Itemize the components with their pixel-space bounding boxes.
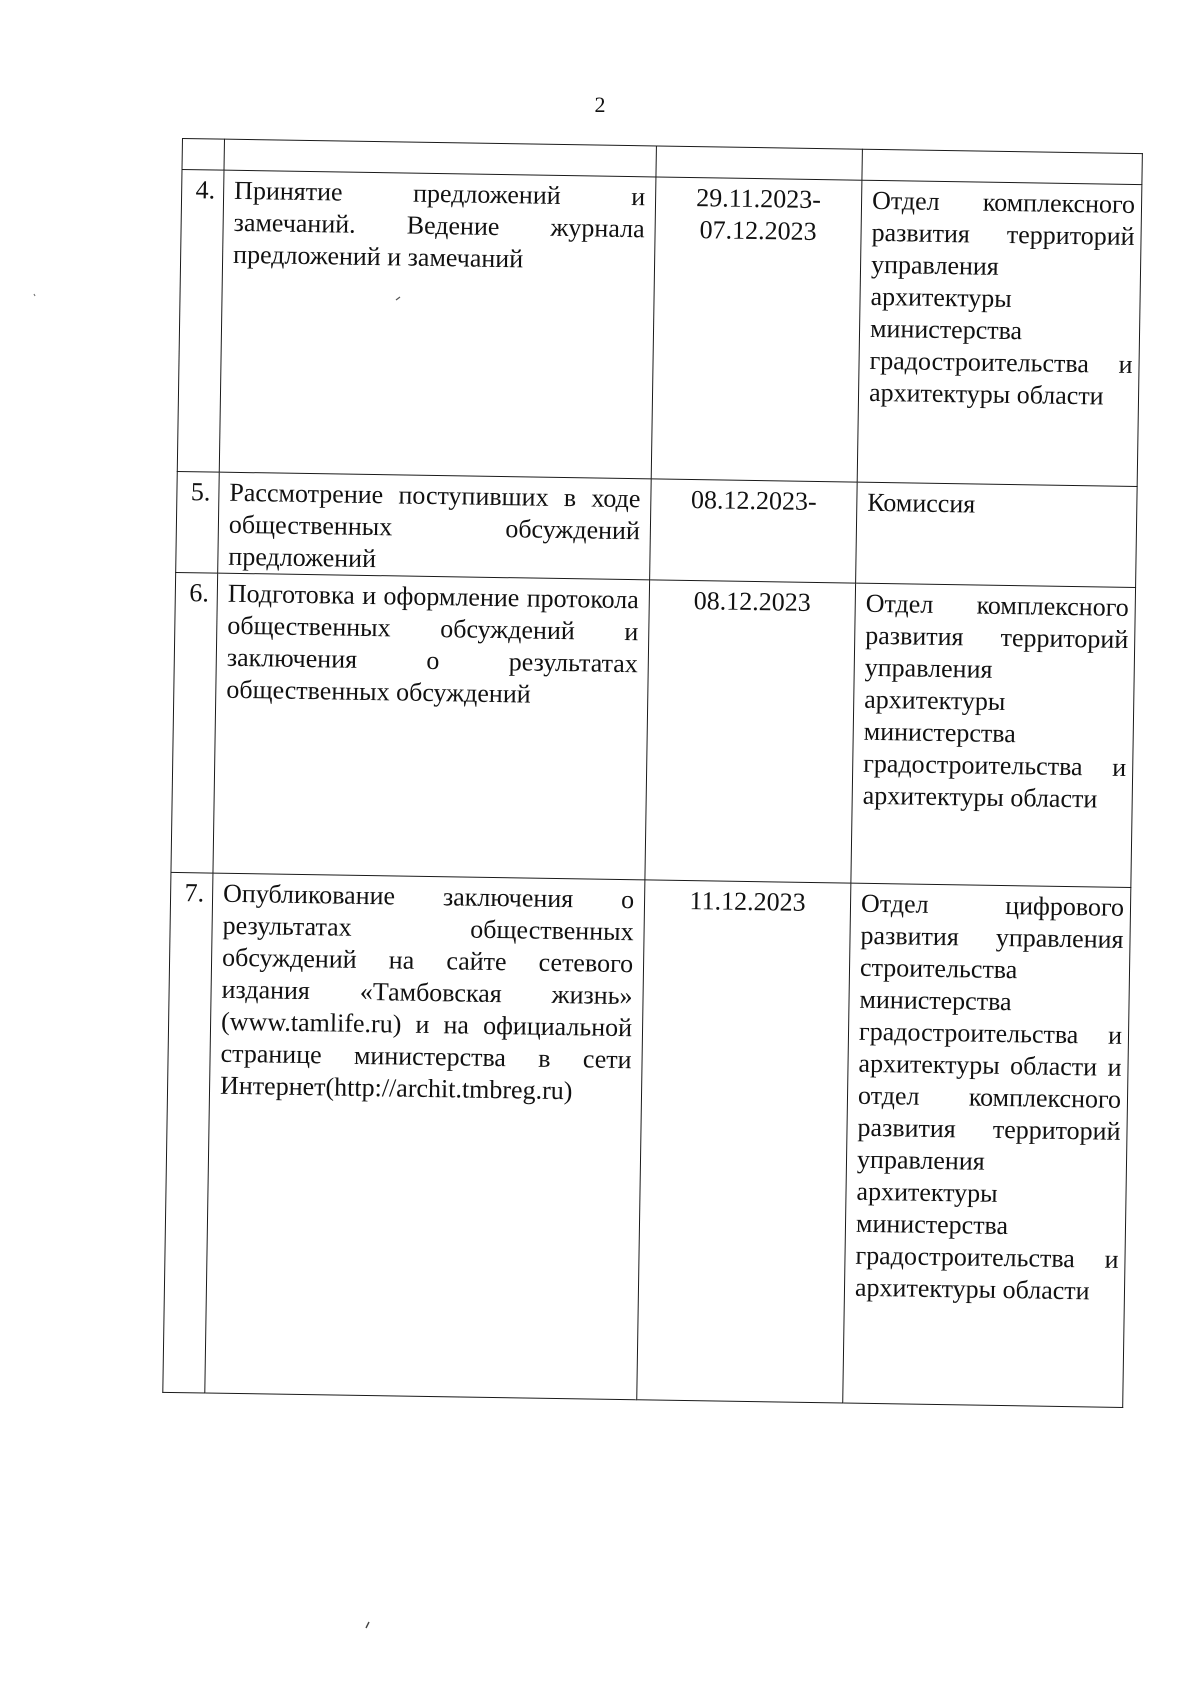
scan-speck	[34, 294, 35, 296]
responsible-cell: Комиссия	[856, 482, 1138, 587]
task-cell: Подготовка и оформление протокола общественных обсуждений и заключения о результатах общественных обсуждений	[213, 573, 650, 880]
date-cell: 08.12.2023	[645, 580, 856, 883]
task-cell: Принятие предложений и замечаний. Ведение журнала предложений и замечаний	[219, 170, 656, 479]
task-cell: Опубликование заключения о результатах общественных обсуждений на сайте сетевого издания «Тамбовская жизнь» (www.tamlife.ru) и на официальной странице министерства в сети Интернет(http://archit.tmbreg.ru)	[205, 873, 645, 1400]
row-number: 7.	[163, 872, 213, 1393]
responsible-cell: Отдел цифрового развития управления строительства министерства градостроительства и архитектуры области и отдел комплексного развития территорий управления архитектуры министерства градостроительства и архитектуры области	[843, 883, 1131, 1407]
row-number: 6.	[171, 572, 218, 873]
date-cell: 29.11.2023- 07.12.2023	[651, 177, 862, 482]
date-cell: 11.12.2023	[637, 880, 851, 1403]
page-number: 2	[594, 92, 606, 117]
task-cell: Рассмотрение поступивших в ходе общественных обсуждений предложений	[218, 472, 652, 580]
row-number: 5.	[176, 471, 220, 573]
row-number: 4.	[177, 170, 224, 473]
scan-speck	[366, 1622, 369, 1628]
scan-speck	[396, 297, 400, 300]
date-cell: 08.12.2023-	[650, 479, 858, 583]
responsible-cell: Отдел комплексного развития территорий управления архитектуры министерства градостроительства и архитектуры области	[851, 583, 1136, 887]
responsible-cell: Отдел комплексного развития территорий управления архитектуры министерства градостроительства и архитектуры области	[857, 180, 1142, 486]
